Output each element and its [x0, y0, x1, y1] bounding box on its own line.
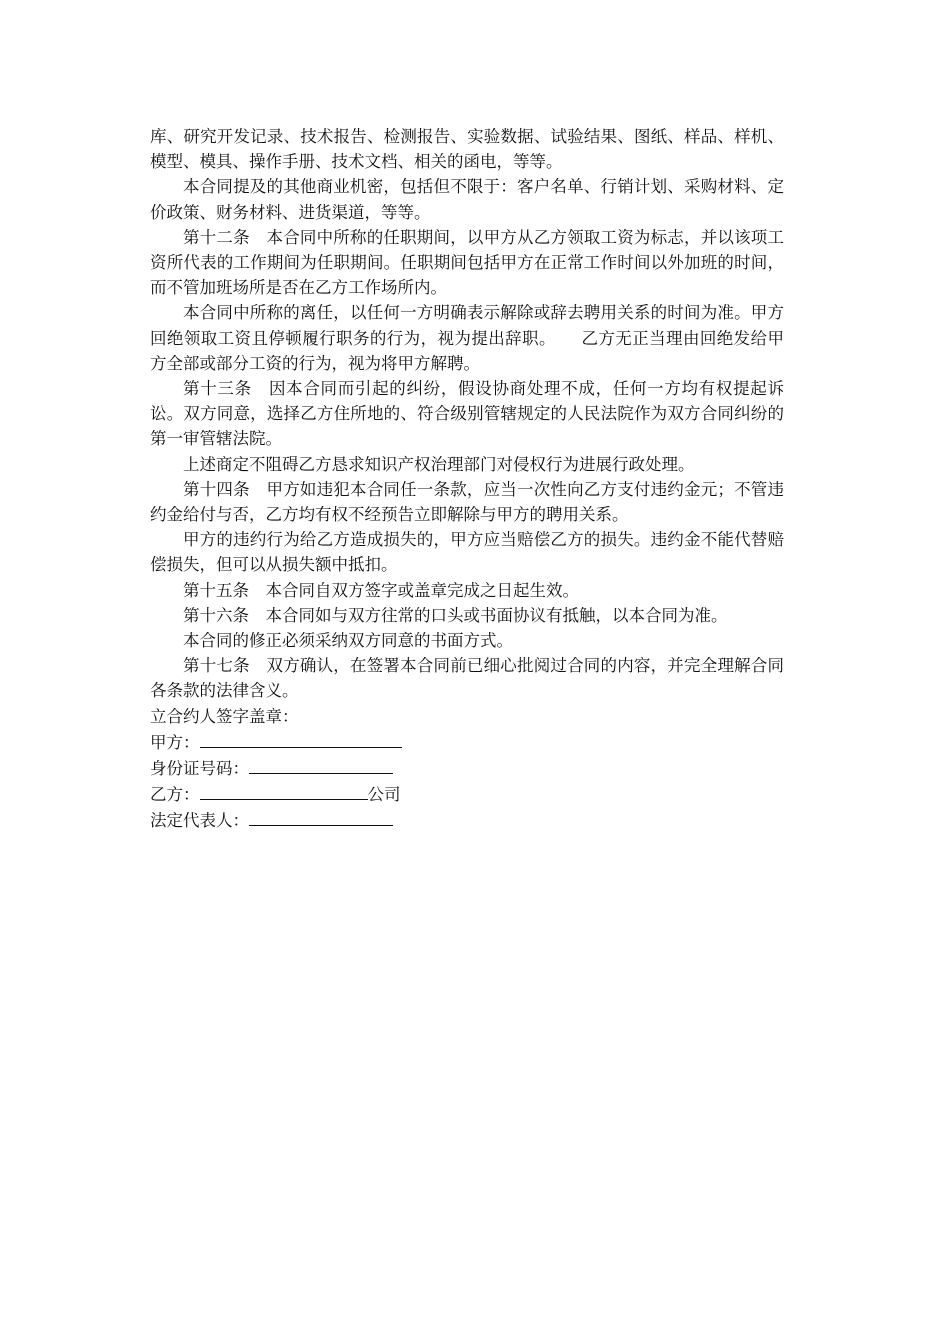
paragraph-amendment: 本合同的修正必须采纳双方同意的书面方式。	[183, 631, 513, 651]
paragraph-trade-secret-list: 库、研究开发记录、技术报告、检测报告、实验数据、试验结果、图纸、样品、样机、模型、模具、操作手册、技术文档、相关的函电，等等。	[150, 127, 784, 172]
party-b-label: 乙方：	[150, 785, 200, 805]
contract-page	[150, 124, 784, 834]
paragraph-resignation: 本合同中所称的离任，以任何一方明确表示解除或辞去聘用关系的时间为准。甲方回绝领取工资且停顿履行职务的行为，视为提出辞职。 乙方无正当理由回绝发给甲方全部或部分工资的行为，视为将甲方解聘。	[150, 303, 784, 373]
id-number-blank[interactable]	[249, 755, 393, 774]
paragraph-article-15: 第十五条 本合同自双方签字或盖章完成之日起生效。	[183, 580, 579, 600]
paragraph-other-secrets: 本合同提及的其他商业机密，包括但不限于：客户名单、行销计划、采购材料、定价政策、财务材料、进货渠道，等等。	[150, 177, 784, 222]
paragraph-article-16: 第十六条 本合同如与双方往常的口头或书面协议有抵触，以本合同为准。	[183, 605, 728, 625]
party-b-line	[150, 781, 784, 807]
signature-heading: 立合约人签字盖章：	[150, 706, 299, 726]
paragraph-article-14: 第十四条 甲方如违犯本合同任一条款，应当一次性向乙方支付违约金元；不管违约金给付与否，乙方均有权不经预告立即解除与甲方的聘用关系。	[150, 479, 784, 525]
party-b-blank[interactable]	[200, 781, 368, 800]
party-b-suffix: 公司	[367, 785, 401, 805]
party-a-line	[150, 729, 784, 755]
legal-rep-label: 法定代表人：	[150, 811, 249, 831]
legal-rep-blank[interactable]	[249, 807, 393, 826]
id-number-line	[150, 755, 784, 781]
legal-rep-line	[150, 807, 784, 833]
paragraph-damages: 甲方的违约行为给乙方造成损失的，甲方应当赔偿乙方的损失。违约金不能代替赔偿损失，但可以从损失额中抵扣。	[150, 530, 784, 575]
signature-block	[150, 704, 784, 834]
paragraph-article-13: 第十三条 因本合同而引起的纠纷，假设协商处理不成，任何一方均有权提起诉讼。双方同意，选择乙方住所地的、符合级别管辖规定的人民法院作为双方合同纠纷的第一审管辖法院。	[150, 379, 784, 449]
paragraph-article-17: 第十七条 双方确认，在签署本合同前已细心批阅过合同的内容，并完全理解合同各条款的法律含义。	[150, 656, 784, 701]
id-number-label: 身份证号码：	[150, 759, 249, 779]
paragraph-article-12: 第十二条 本合同中所称的任职期间，以甲方从乙方领取工资为标志，并以该项工资所代表的工作期间为任职期间。任职期间包括甲方在正常工作时间以外加班的时间，而不管加班场所是否在乙方工作场所内。	[150, 227, 784, 298]
party-a-blank[interactable]	[200, 729, 402, 748]
paragraph-administrative: 上述商定不阻碍乙方恳求知识产权治理部门对侵权行为进展行政处理。	[183, 454, 695, 474]
party-a-label: 甲方：	[150, 732, 200, 752]
